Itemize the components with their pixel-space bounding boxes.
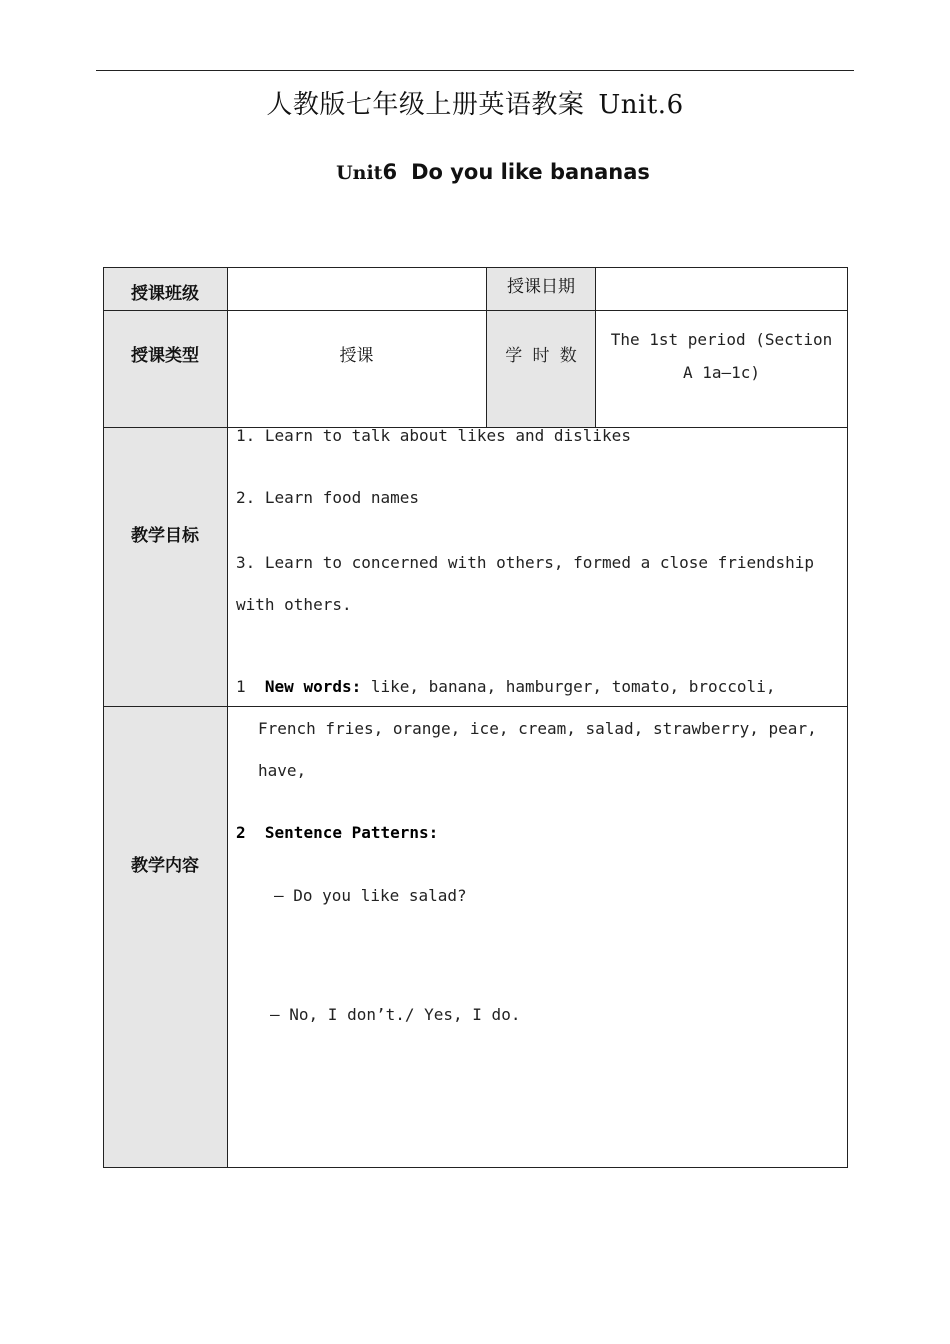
label-cell-content — [104, 706, 227, 1168]
type-value: 授课 — [339, 346, 374, 366]
title-unit: Unit.6 — [598, 90, 684, 120]
hours-label: 学 时 数 — [505, 346, 577, 366]
class-label: 授课班级 — [131, 284, 199, 304]
subtitle-text: Do you like bananas — [411, 160, 650, 184]
new-words-cont: have, — [258, 761, 307, 780]
objective-item: 1. Learn to talk about likes and dislikes — [236, 426, 631, 445]
label-cell-objectives — [104, 427, 227, 706]
new-words-cont: French fries, orange, ice, cream, salad, strawberry, pear, — [258, 719, 817, 738]
type-label: 授课类型 — [131, 346, 199, 366]
new-words-num: 1 — [236, 677, 246, 696]
page-title — [0, 84, 950, 121]
table-border-row3 — [103, 706, 848, 707]
new-words-line — [236, 677, 775, 696]
pattern-answer: — No, I don’t./ Yes, I do. — [270, 1005, 521, 1024]
table-border-top — [103, 267, 848, 268]
objective-item: 2. Learn food names — [236, 488, 420, 507]
patterns-label: Sentence Patterns: — [264, 823, 439, 842]
pattern-question: — Do you like salad? — [274, 886, 467, 905]
new-words-list: like, banana, hamburger, tomato, broccoli, — [370, 677, 776, 696]
objectives-label: 教学目标 — [131, 526, 199, 546]
patterns-heading — [236, 823, 438, 842]
label-cell-hours — [487, 310, 595, 427]
table-border-right — [847, 267, 848, 1168]
objective-item: with others. — [236, 595, 352, 614]
table-border-row1 — [103, 310, 848, 311]
title-cn: 人教版七年级上册英语教案 — [266, 90, 585, 120]
content-label: 教学内容 — [131, 856, 199, 876]
table-border-label-col — [227, 267, 228, 1168]
subtitle-num: 6 — [382, 160, 398, 184]
table-border-bottom — [103, 1167, 848, 1168]
header-rule — [96, 70, 854, 71]
period-line2: A 1a—1c) — [682, 363, 761, 382]
objective-item: 3. Learn to concerned with others, formed a close friendship — [236, 553, 814, 572]
period-line1: The 1st period (Section — [610, 330, 833, 349]
table-border-left — [103, 267, 104, 1168]
patterns-num: 2 — [236, 823, 246, 842]
date-label: 授课日期 — [507, 277, 575, 297]
new-words-label: New words: — [264, 677, 362, 696]
page-subtitle — [0, 160, 950, 184]
subtitle-unit: Unit — [336, 162, 383, 184]
label-cell-type — [104, 310, 227, 427]
